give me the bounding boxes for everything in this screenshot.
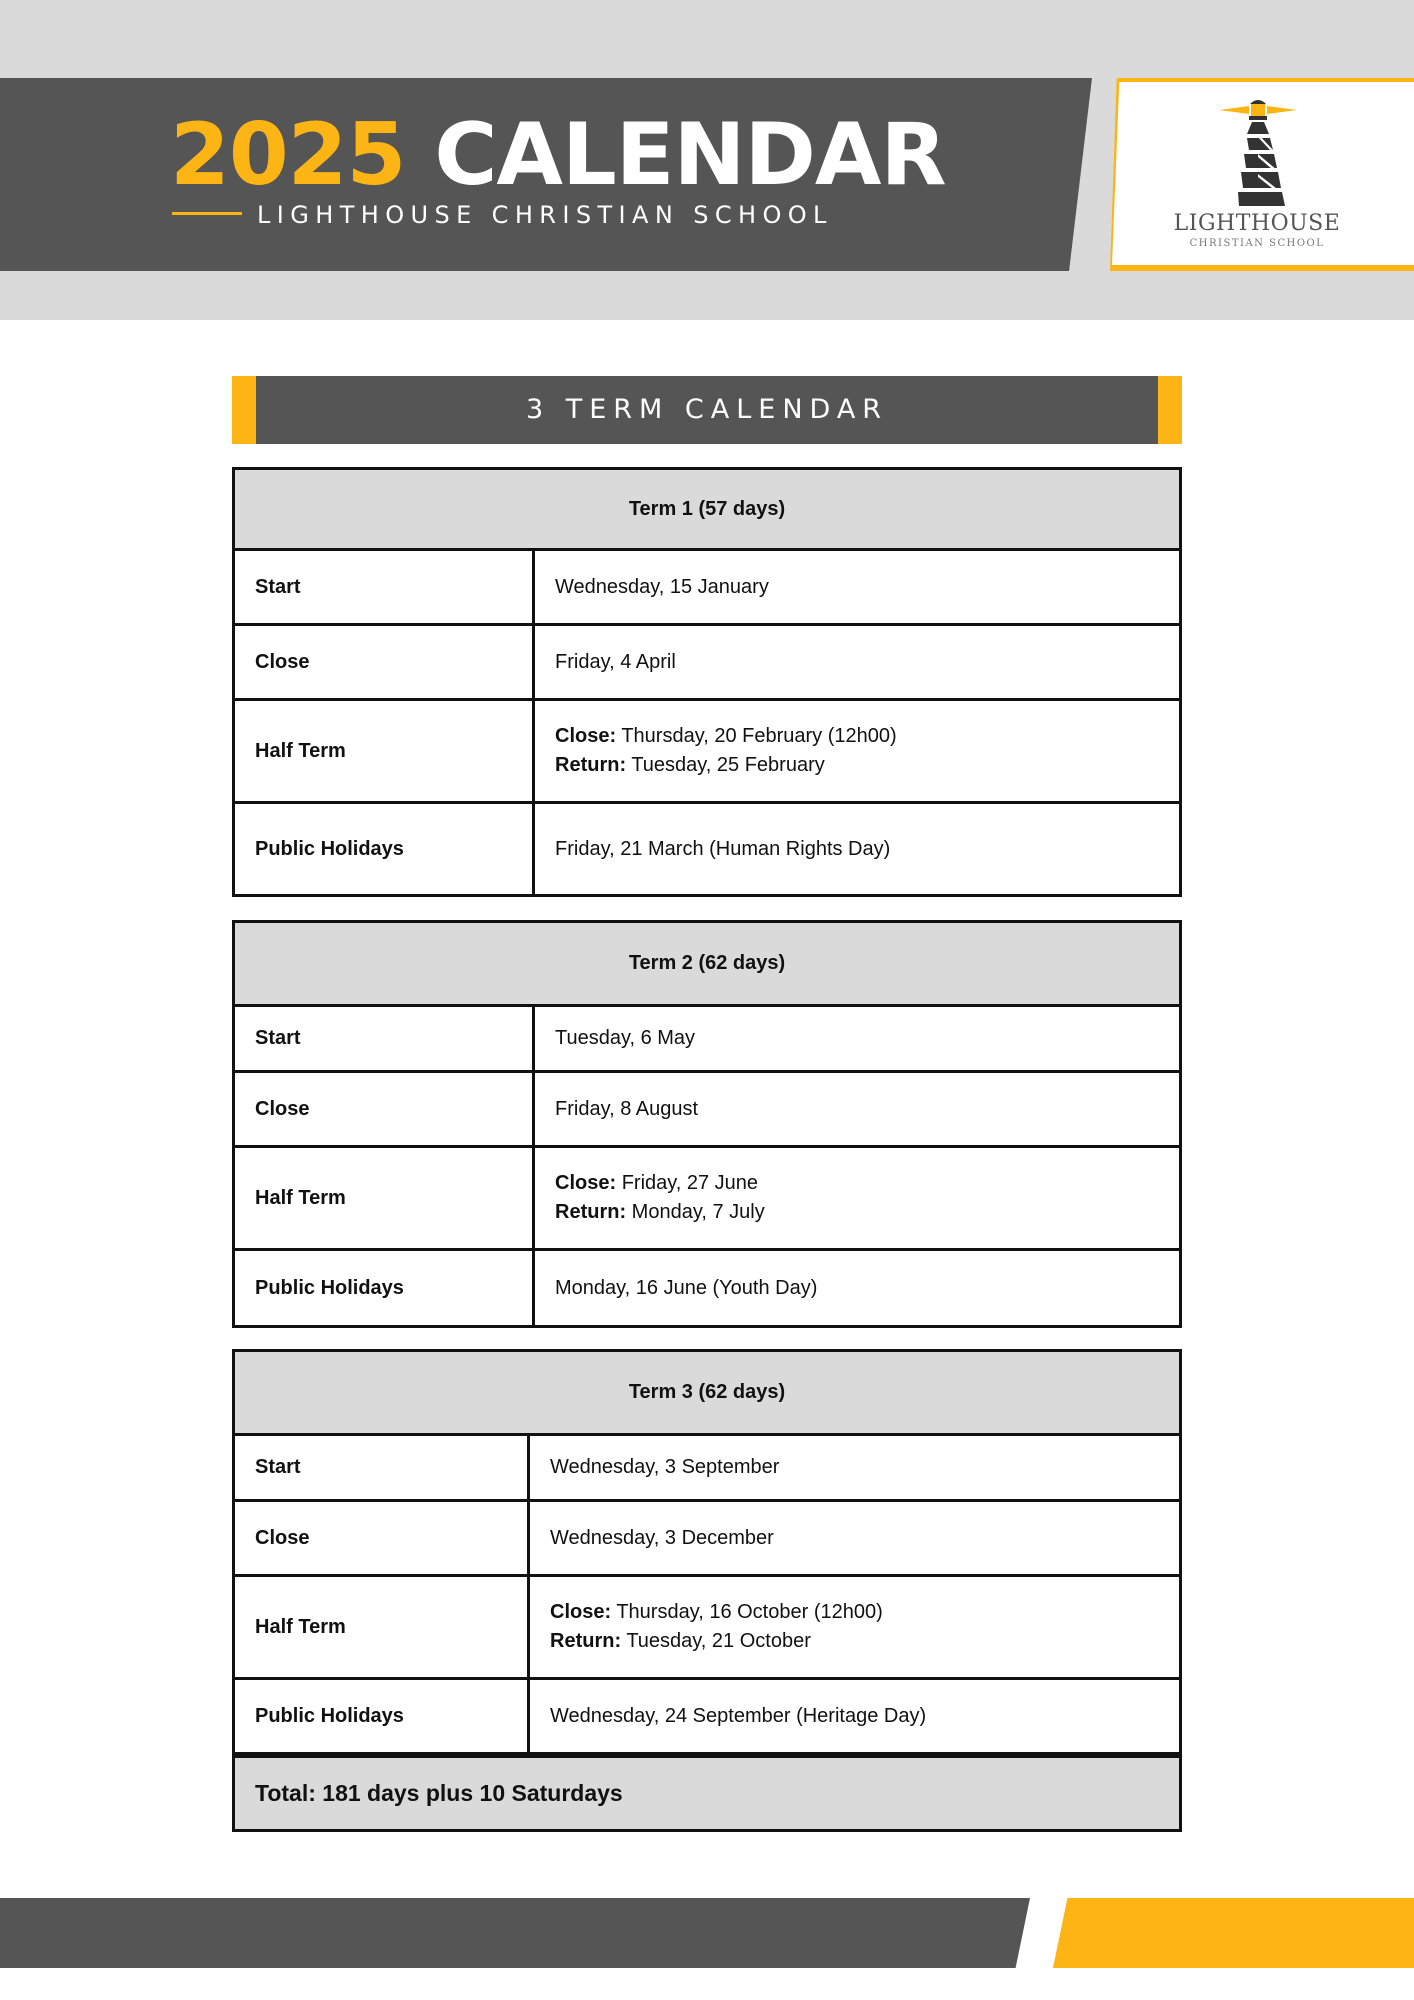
row-label: Start	[235, 551, 535, 623]
subtitle-accent-line	[172, 212, 242, 215]
half-close-label: Close:	[555, 1172, 617, 1194]
table-row	[235, 804, 1179, 894]
half-return-date: Tuesday, 21 October	[626, 1630, 811, 1652]
row-label: Public Holidays	[235, 1680, 530, 1752]
term-2-table	[232, 920, 1182, 1328]
half-term-close	[550, 1598, 1179, 1627]
half-term-return	[555, 751, 1179, 780]
page-title	[170, 105, 946, 205]
table-row	[235, 551, 1179, 626]
table-row	[235, 1436, 1179, 1502]
close-date: Wednesday, 3 December	[550, 1526, 774, 1549]
row-label: Half Term	[235, 1577, 530, 1677]
row-label: Public Holidays	[235, 1251, 535, 1325]
total-row: Total: 181 days plus 10 Saturdays	[235, 1755, 1179, 1829]
term-2-heading: Term 2 (62 days)	[235, 923, 1179, 1007]
half-term-return	[550, 1627, 1179, 1656]
table-row	[235, 1251, 1179, 1325]
public-holiday: Monday, 16 June (Youth Day)	[555, 1276, 818, 1299]
row-label: Start	[235, 1007, 535, 1070]
term-1-table	[232, 467, 1182, 897]
row-label: Half Term	[235, 1148, 535, 1248]
term-3-heading: Term 3 (62 days)	[235, 1352, 1179, 1436]
start-date: Tuesday, 6 May	[555, 1027, 696, 1049]
table-row	[235, 1680, 1179, 1755]
logo-name: LIGHTHOUSE	[1173, 211, 1341, 236]
row-value	[535, 1007, 1179, 1070]
close-date: Friday, 4 April	[555, 650, 676, 673]
row-value	[530, 1502, 1179, 1574]
row-value	[530, 1436, 1179, 1499]
public-holiday: Friday, 21 March (Human Rights Day)	[555, 837, 891, 860]
table-row	[235, 701, 1179, 804]
table-row	[235, 1007, 1179, 1073]
half-term-close	[555, 1169, 1179, 1198]
table-row	[235, 1148, 1179, 1251]
row-label: Half Term	[235, 701, 535, 801]
half-return-label: Return:	[550, 1630, 622, 1652]
half-close-date: Friday, 27 June	[621, 1172, 759, 1194]
row-value	[535, 804, 1179, 894]
start-date: Wednesday, 3 September	[550, 1456, 780, 1478]
close-date: Friday, 8 August	[555, 1097, 699, 1120]
row-value	[535, 1148, 1179, 1248]
half-return-date: Monday, 7 July	[631, 1201, 765, 1223]
half-close-label: Close:	[555, 725, 617, 747]
row-value	[530, 1680, 1179, 1752]
section-banner	[232, 376, 1182, 444]
half-close-label: Close:	[550, 1601, 612, 1623]
row-value	[535, 1251, 1179, 1325]
row-value	[535, 1073, 1179, 1145]
lighthouse-icon	[1215, 98, 1301, 210]
row-label: Close	[235, 1502, 530, 1574]
half-return-date: Tuesday, 25 February	[631, 754, 825, 776]
row-label: Close	[235, 1073, 535, 1145]
half-term-return	[555, 1198, 1179, 1227]
section-title: 3 TERM CALENDAR	[525, 394, 889, 425]
table-row	[235, 1073, 1179, 1148]
start-date: Wednesday, 15 January	[555, 575, 769, 598]
row-label: Close	[235, 626, 535, 698]
table-row	[235, 1577, 1179, 1680]
footer-dark-bar	[0, 1898, 1030, 1968]
public-holiday: Wednesday, 24 September (Heritage Day)	[550, 1704, 927, 1727]
half-term-close	[555, 722, 1179, 751]
row-label: Public Holidays	[235, 804, 535, 894]
half-close-date: Thursday, 20 February (12h00)	[621, 725, 897, 747]
footer-accent-bar	[1053, 1898, 1414, 1968]
logo-tagline: CHRISTIAN SCHOOL	[1189, 238, 1325, 249]
table-row	[235, 1502, 1179, 1577]
title-year: 2025	[170, 105, 406, 205]
row-value	[535, 551, 1179, 623]
page-subtitle: LIGHTHOUSE CHRISTIAN SCHOOL	[257, 201, 833, 229]
row-label: Start	[235, 1436, 530, 1499]
title-calendar: CALENDAR	[434, 105, 946, 205]
half-return-label: Return:	[555, 754, 627, 776]
term-3-table	[232, 1349, 1182, 1832]
half-close-date: Thursday, 16 October (12h00)	[616, 1601, 883, 1623]
term-1-heading: Term 1 (57 days)	[235, 470, 1179, 551]
row-value	[535, 626, 1179, 698]
row-value	[535, 701, 1179, 801]
table-row	[235, 626, 1179, 701]
row-value	[530, 1577, 1179, 1677]
half-return-label: Return:	[555, 1201, 627, 1223]
